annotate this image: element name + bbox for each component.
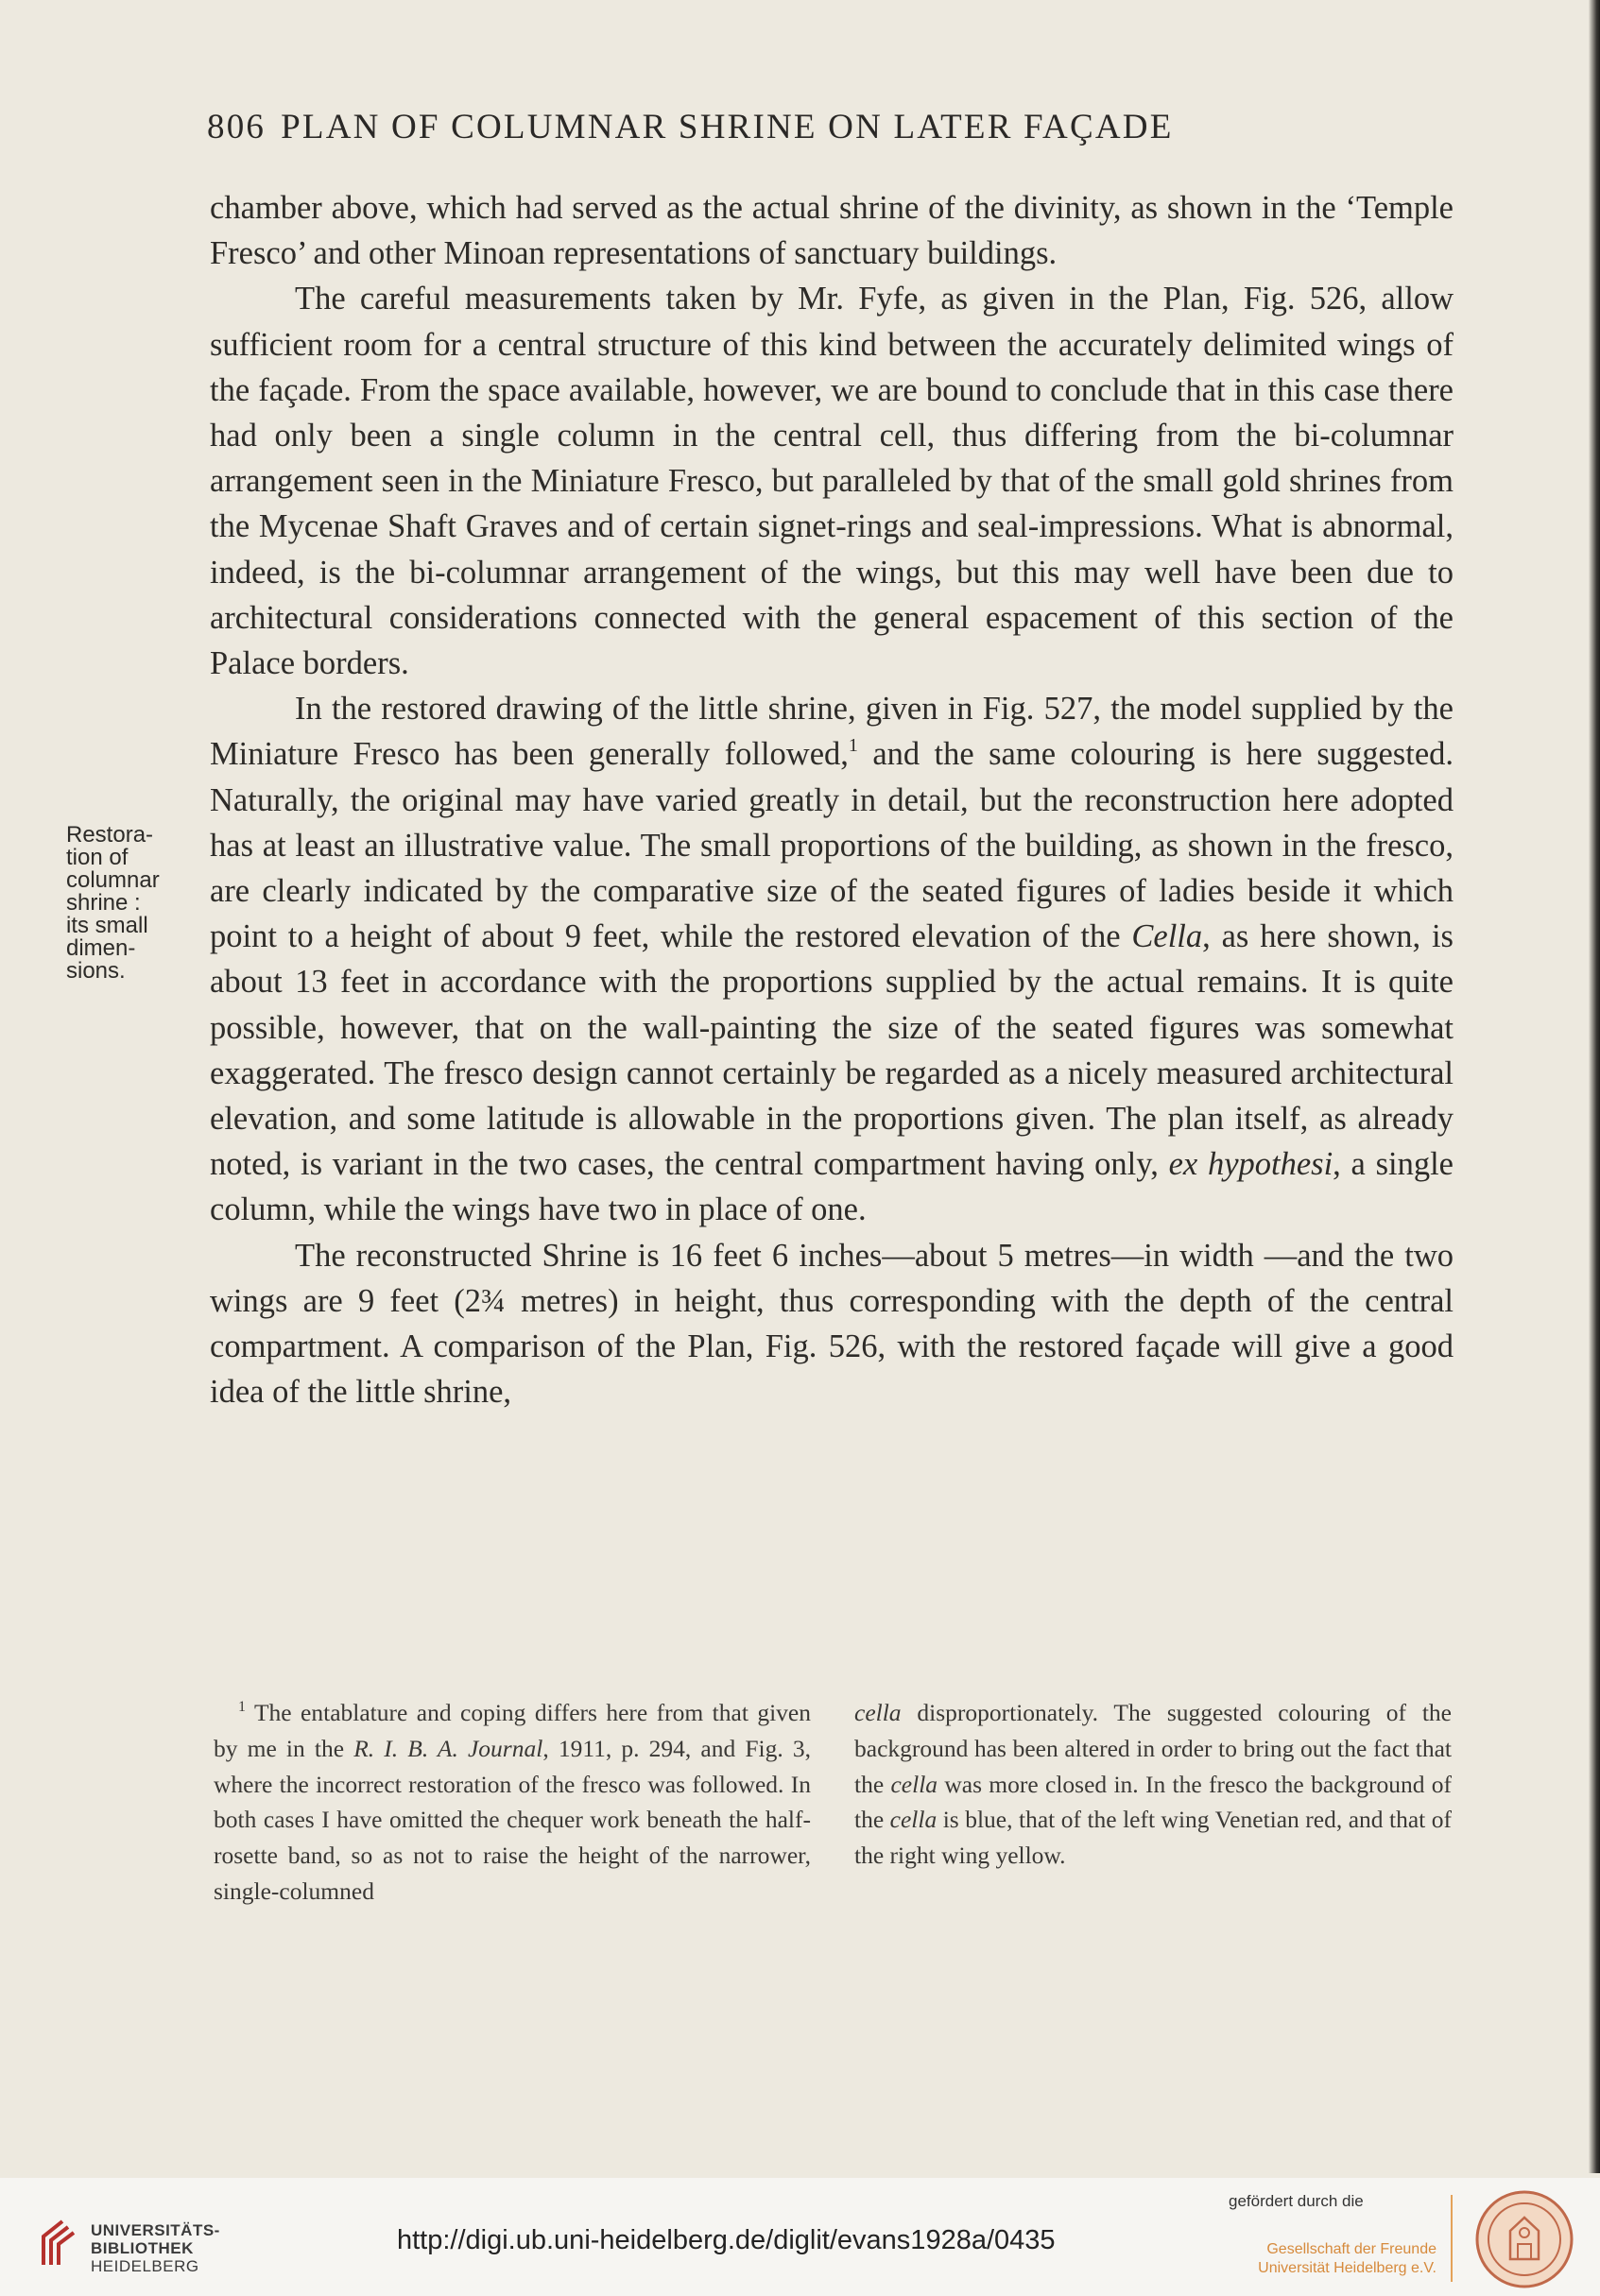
footer-divider bbox=[1451, 2195, 1453, 2282]
footnote-column-right bbox=[854, 1695, 1452, 1910]
margin-note-line: tion of bbox=[66, 845, 129, 870]
footnotes bbox=[214, 1695, 1452, 1910]
running-header bbox=[207, 107, 1454, 147]
footnote-column-left bbox=[214, 1695, 811, 1910]
footnote-ref: 1 bbox=[848, 735, 858, 757]
footnote-marker: 1 bbox=[238, 1699, 246, 1715]
italic-term: Cella bbox=[1131, 918, 1203, 955]
sponsor-label: gefördert durch die bbox=[1229, 2192, 1364, 2210]
sponsor-name: Gesellschaft der Freunde Universität Heidelberg e.V. bbox=[1258, 2241, 1437, 2276]
footer-bar bbox=[0, 2178, 1600, 2296]
footnote-1-continued: cella disproportionately. The suggested colouring of the background has been altered in order to bring out the fact that the cella was more closed in. In the fresco the background of the cella is blue, that of the left wing Venetian red, and that of the right wing yellow. bbox=[854, 1699, 1452, 1870]
margin-note-line: sions. bbox=[66, 958, 126, 984]
paragraph-1: chamber above, which had served as the actual shrine of the divinity, as shown in the ‘Temple Fresco’ and other Minoan representations of sanctuary buildings. bbox=[210, 190, 1454, 272]
library-logo-icon bbox=[40, 2216, 81, 2269]
margin-note bbox=[66, 824, 189, 983]
page-number: 806 bbox=[207, 108, 267, 146]
margin-note-line: Restora- bbox=[66, 822, 154, 848]
italic-term: cella bbox=[889, 1806, 938, 1834]
italic-term: cella bbox=[890, 1770, 938, 1798]
margin-note-line: shrine : bbox=[66, 890, 141, 916]
paragraph-4: The reconstructed Shrine is 16 feet 6 inches—about 5 metres—in width —and the two wings are 9 feet (2¾ metres) in height, thus corresponding with the depth of the central compartment. A comparison of the Plan, Fig. 526, with the restored façade will give a good idea of the little shrine, bbox=[210, 1237, 1454, 1411]
university-seal-icon bbox=[1474, 2189, 1574, 2289]
italic-term: R. I. B. A. Journal bbox=[353, 1734, 543, 1762]
fraction: ¾ bbox=[481, 1282, 506, 1319]
margin-note-line: its small bbox=[66, 913, 148, 938]
running-title: PLAN OF COLUMNAR SHRINE ON LATER FAÇADE bbox=[281, 108, 1174, 146]
italic-term: cella bbox=[854, 1699, 902, 1726]
margin-note-line: columnar bbox=[66, 867, 160, 893]
italic-term: ex hypothesi bbox=[1168, 1146, 1333, 1183]
library-name: UNIVERSITÄTS- BIBLIOTHEK HEIDELBERG bbox=[91, 2221, 220, 2275]
paragraph-3: In the restored drawing of the little shrine, given in Fig. 527, the model supplied by the Miniature Fresco has been generally followed,$^1$ and the same colouring is here suggested. Naturally, the original may have varied greatly in detail, but the reconstruction here adopted has at least an illustrative value. The small proportions of the building, as shown in the fresco, are clearly indicated by the comparative size of the seated figures of ladies beside it which point to a height of about 9 feet, while the restored elevation of the Cella, as here shown, is about 13 feet in accordance with the proportions supplied by the actual remains. It is quite possible, however, that on the wall-painting the size of the seated figures was somewhat exaggerated. The fresco design cannot certainly be regarded as a nicely measured architectural elevation, and some latitude is allowable in the proportions given. The plan itself, as already noted, is variant in the two cases, the central compartment having only, ex hypothesi, a single column, while the wings have two in place of one. bbox=[210, 691, 1454, 1228]
body-text bbox=[210, 185, 1454, 1414]
footnote-1: $^1$ The entablature and coping differs here from that given by me in the R. I. B. A. Journal, 1911, p. 294, and Fig. 3, where the incorrect restoration of the fresco was followed. In both cases I have omitted the chequer work beneath the half-rosette band, so as not to raise the height of the narrower, single-columned bbox=[214, 1699, 812, 1905]
permalink-url[interactable]: http://digi.ub.uni-heidelberg.de/diglit/evans1928a/0435 bbox=[397, 2225, 1056, 2255]
paragraph-2: The careful measurements taken by Mr. Fyfe, as given in the Plan, Fig. 526, allow sufficient room for a central structure of this kind between the accurately delimited wings of the façade. From the space available, however, we are bound to conclude that in this case there had only been a single column in the central cell, thus differing from the bi-columnar arrangement seen in the Miniature Fresco, but paralleled by that of the small gold shrines from the Mycenae Shaft Graves and of certain signet-rings and seal-impressions. What is abnormal, indeed, is the bi-columnar arrangement of the wings, but this may well have been due to architectural considerations connected with the general espacement of this section of the Palace borders. bbox=[210, 281, 1454, 682]
margin-note-line: dimen- bbox=[66, 935, 136, 961]
page-edge-shadow bbox=[1589, 0, 1600, 2173]
